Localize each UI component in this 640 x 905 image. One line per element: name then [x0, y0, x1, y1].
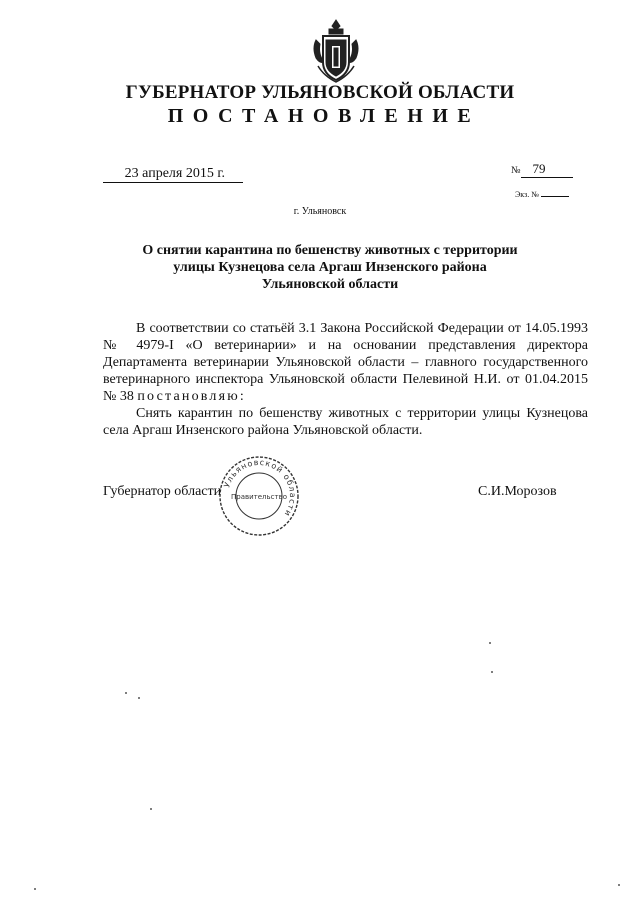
issuing-authority: ГУБЕРНАТОР УЛЬЯНОВСКОЙ ОБЛАСТИ: [125, 82, 515, 103]
document-type: ПОСТАНОВЛЕНИЕ: [167, 105, 481, 127]
document-title: [60, 242, 600, 293]
document-body: [103, 320, 588, 439]
stamp-ring-text: Ульяновской области: [222, 457, 298, 519]
scan-speck: [150, 808, 152, 810]
signatory-position: Губернатор области: [103, 484, 222, 499]
preamble-paragraph: [103, 320, 588, 405]
title-line: О снятии карантина по бешенству животных с территории: [142, 243, 518, 258]
copy-label: Экз. №: [515, 190, 539, 199]
official-stamp: [218, 455, 300, 537]
scan-speck: [138, 697, 140, 699]
document-number: [511, 161, 573, 178]
scan-speck: [618, 884, 620, 886]
number-prefix: №: [511, 165, 521, 176]
number-value: 79: [521, 161, 573, 178]
document-date: 23 апреля 2015 г.: [103, 166, 243, 183]
copy-number: [515, 190, 569, 199]
scan-speck: [489, 642, 491, 644]
preamble-text: В соответствии со статьёй 3.1 Закона Российской Федерации от 14.05.1993 № 4979-I «О ветеринарии» и на основании представления директора Департамента ветеринарии Ульяновской области – главного государственного ветеринарного инспектора Ульяновской области Пелевиной Н.И. от 01.04.2015 № 38: [103, 321, 588, 404]
signatory-name: С.И.Морозов: [478, 484, 557, 499]
copy-number-line: [541, 196, 569, 197]
title-line: улицы Кузнецова села Аргаш Инзенского района: [173, 260, 487, 275]
stamp-center-text: Правительство: [231, 493, 287, 501]
resolution-paragraph: Снять карантин по бешенству животных с территории улицы Кузнецова села Аргаш Инзенского района Ульяновской области.: [103, 406, 588, 438]
title-line: Ульяновской области: [261, 277, 399, 292]
city: г. Ульяновск: [293, 206, 347, 217]
scan-speck: [491, 671, 493, 673]
scan-speck: [125, 692, 127, 694]
coat-of-arms-emblem: [310, 18, 362, 84]
decree-word: постановляю:: [137, 389, 247, 404]
scan-speck: [34, 888, 36, 890]
